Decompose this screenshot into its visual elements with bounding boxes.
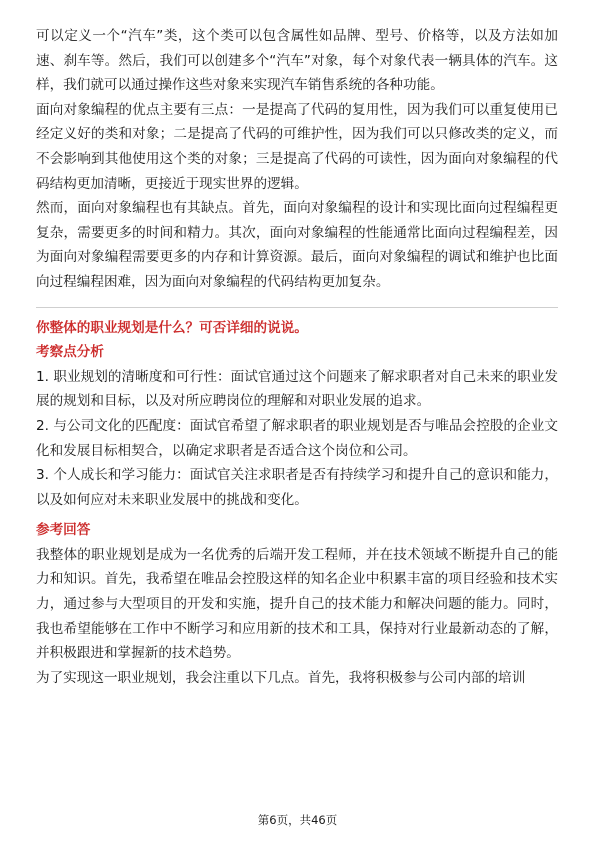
answer-paragraph: 为了实现这一职业规划，我会注重以下几点。首先，我将积极参与公司内部的培训: [36, 669, 526, 686]
answer-heading: 参考回答: [36, 522, 91, 539]
page-number: 第6页，共46页: [257, 813, 338, 827]
interview-question: 你整体的职业规划是什么？可否详细的说说。: [36, 319, 308, 336]
answer-paragraph: 我整体的职业规划是成为一名优秀的后端开发工程师，并在技术领域不断提升自己的能力和知识。首先，我希望在唯品会控股这样的知名企业中积累丰富的项目经验和技术实力，通过参与大型项目的开发和实施，提升自己的技术能力和解决问题的能力。同时，我也希望能够在工作中不断学习和应用新的技术和工具，保持对行业最新动态的了解，并积极跟进和掌握新的技术趋势。: [36, 546, 558, 662]
body-paragraph: 面向对象编程的优点主要有三点：一是提高了代码的复用性，因为我们可以重复使用已经定义好的类和对象；二是提高了代码的可维护性，因为我们可以只修改类的定义，而不会影响到其他使用这个类的对象；三是提高了代码的可读性，因为面向对象编程的代码结构更加清晰，更接近于现实世界的逻辑。: [36, 101, 558, 192]
section-divider: [36, 307, 558, 308]
body-paragraph: 然而，面向对象编程也有其缺点。首先，面向对象编程的设计和实现比面向过程编程更复杂，需要更多的时间和精力。其次，面向对象编程的性能通常比面向过程编程差，因为面向对象编程需要更多的内存和计算资源。最后，面向对象编程的调试和维护也比面向过程编程困难，因为面向对象编程的代码结构更加复杂。: [36, 200, 558, 290]
analysis-item: 2. 与公司文化的匹配度：面试官希望了解求职者的职业规划是否与唯品会控股的企业文化和发展目标相契合，以确定求职者是否适合这个岗位和公司。: [36, 417, 558, 459]
analysis-item: 3. 个人成长和学习能力：面试官关注求职者是否有持续学习和提升自己的意识和能力，以及如何应对未来职业发展中的挑战和变化。: [36, 467, 558, 508]
analysis-heading: 考察点分析: [36, 344, 104, 361]
body-paragraph: 可以定义一个“汽车”类，这个类可以包含属性如品牌、型号、价格等，以及方法如加速、刹车等。然后，我们可以创建多个“汽车”对象，每个对象代表一辆具体的汽车。这样，我们就可以通过操作这些对象来实现汽车销售系统的各种功能。: [36, 28, 558, 94]
analysis-item: 1. 职业规划的清晰度和可行性：面试官通过这个问题来了解求职者对自己未来的职业发展的规划和目标，以及对所应聘岗位的理解和对职业发展的追求。: [36, 368, 558, 410]
page-content: [36, 24, 558, 690]
